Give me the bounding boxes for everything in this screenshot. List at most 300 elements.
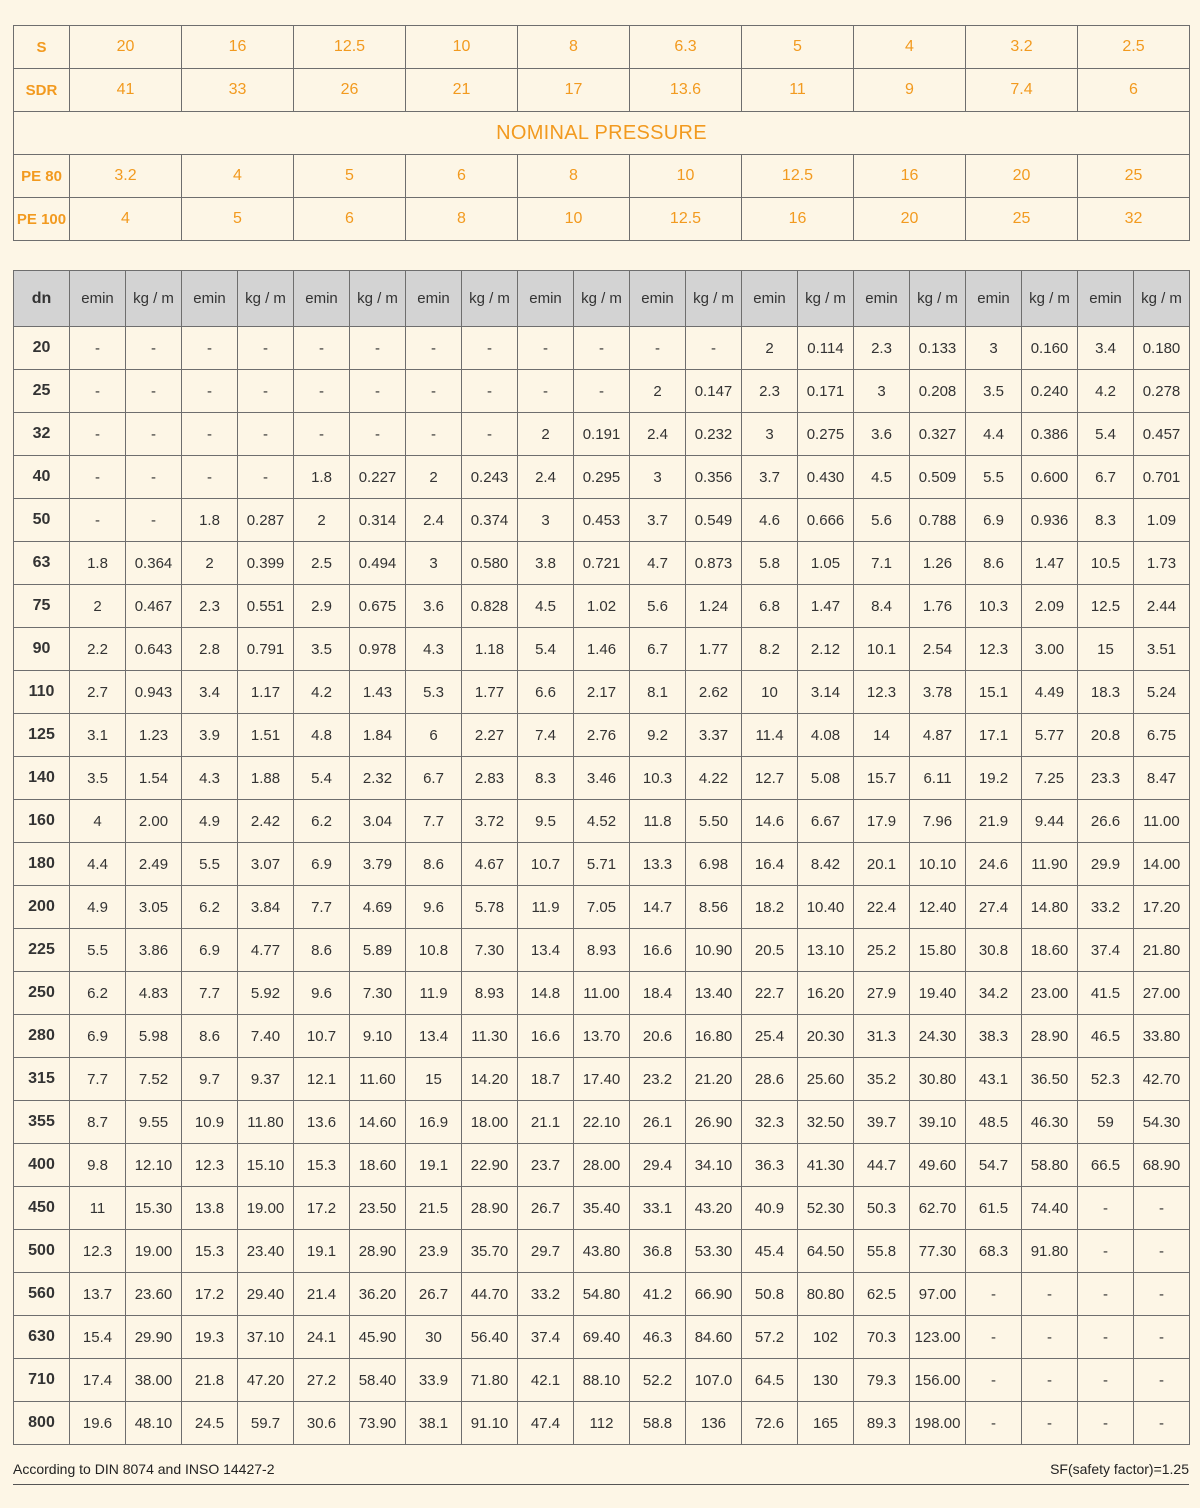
emin-cell: 31.3 — [854, 1015, 910, 1058]
emin-cell: 9.6 — [294, 972, 350, 1015]
kg-per-m-cell: 30.80 — [910, 1058, 966, 1101]
emin-cell: 27.4 — [966, 886, 1022, 929]
emin-cell: 50.3 — [854, 1187, 910, 1230]
emin-cell: 5.6 — [630, 585, 686, 628]
kg-per-m-cell: 3.04 — [350, 800, 406, 843]
emin-cell: 12.3 — [966, 628, 1022, 671]
emin-cell: - — [1078, 1273, 1134, 1316]
emin-cell: 15.7 — [854, 757, 910, 800]
kg-per-m-cell: 66.90 — [686, 1273, 742, 1316]
emin-cell: 11.4 — [742, 714, 798, 757]
kg-per-m-cell: 32.50 — [798, 1101, 854, 1144]
emin-cell: 89.3 — [854, 1402, 910, 1445]
pe100-row-value: 5 — [182, 198, 294, 241]
emin-cell: 26.7 — [406, 1273, 462, 1316]
kg-per-m-cell: 112 — [574, 1402, 630, 1445]
emin-cell: 29.4 — [630, 1144, 686, 1187]
pe100-row-value: 20 — [854, 198, 966, 241]
emin-cell: 2 — [182, 542, 238, 585]
kg-per-m-cell: 0.467 — [126, 585, 182, 628]
dn-cell: 20 — [14, 327, 70, 370]
kg-per-m-cell: 24.30 — [910, 1015, 966, 1058]
emin-header: emin — [966, 271, 1022, 327]
kg-per-m-cell: 0.828 — [462, 585, 518, 628]
kg-per-m-cell: 8.93 — [462, 972, 518, 1015]
kg-per-m-cell: 2.12 — [798, 628, 854, 671]
emin-cell: 12.7 — [742, 757, 798, 800]
emin-cell: 2.3 — [854, 327, 910, 370]
dn-cell: 315 — [14, 1058, 70, 1101]
dn-cell: 50 — [14, 499, 70, 542]
kg-per-m-cell: 0.721 — [574, 542, 630, 585]
kg-per-m-cell: 1.09 — [1134, 499, 1190, 542]
kg-per-m-cell: 0.208 — [910, 370, 966, 413]
emin-header: emin — [1078, 271, 1134, 327]
kg-per-m-header: kg / m — [462, 271, 518, 327]
emin-cell: - — [294, 413, 350, 456]
sdr-row-value: 9 — [854, 69, 966, 112]
emin-cell: 19.1 — [294, 1230, 350, 1273]
kg-per-m-cell: 3.84 — [238, 886, 294, 929]
emin-cell: 3 — [406, 542, 462, 585]
kg-per-m-cell: 8.56 — [686, 886, 742, 929]
emin-cell: 19.1 — [406, 1144, 462, 1187]
kg-per-m-cell: 9.10 — [350, 1015, 406, 1058]
emin-cell: 2 — [630, 370, 686, 413]
kg-per-m-header: kg / m — [350, 271, 406, 327]
emin-cell: 11.9 — [406, 972, 462, 1015]
emin-cell: 6.2 — [182, 886, 238, 929]
kg-per-m-cell: 0.549 — [686, 499, 742, 542]
emin-cell: - — [1078, 1316, 1134, 1359]
emin-header: emin — [70, 271, 126, 327]
kg-per-m-header: kg / m — [238, 271, 294, 327]
kg-per-m-cell: 97.00 — [910, 1273, 966, 1316]
kg-per-m-cell: 2.42 — [238, 800, 294, 843]
kg-per-m-cell: - — [1134, 1402, 1190, 1445]
emin-cell: - — [182, 413, 238, 456]
kg-per-m-cell: 11.00 — [1134, 800, 1190, 843]
emin-cell: 2 — [518, 413, 574, 456]
emin-cell: 13.8 — [182, 1187, 238, 1230]
kg-per-m-cell: 9.55 — [126, 1101, 182, 1144]
emin-cell: 26.1 — [630, 1101, 686, 1144]
kg-per-m-cell: 0.399 — [238, 542, 294, 585]
emin-cell: 52.2 — [630, 1359, 686, 1402]
table-row — [14, 456, 1190, 499]
emin-cell: 26.6 — [1078, 800, 1134, 843]
kg-per-m-cell: 1.47 — [798, 585, 854, 628]
kg-per-m-cell: 33.80 — [1134, 1015, 1190, 1058]
emin-cell: 29.9 — [1078, 843, 1134, 886]
emin-cell: 14.6 — [742, 800, 798, 843]
emin-cell: 12.3 — [70, 1230, 126, 1273]
kg-per-m-cell: 4.67 — [462, 843, 518, 886]
emin-cell: 15.1 — [966, 671, 1022, 714]
pe100-row-value: 12.5 — [630, 198, 742, 241]
kg-per-m-cell: 0.374 — [462, 499, 518, 542]
kg-per-m-cell: 14.80 — [1022, 886, 1078, 929]
emin-cell: 1.8 — [294, 456, 350, 499]
kg-per-m-cell: 3.51 — [1134, 628, 1190, 671]
kg-per-m-cell: - — [574, 327, 630, 370]
kg-per-m-cell: - — [1022, 1402, 1078, 1445]
kg-per-m-cell: 26.90 — [686, 1101, 742, 1144]
kg-per-m-cell: 1.88 — [238, 757, 294, 800]
emin-cell: 3.4 — [1078, 327, 1134, 370]
kg-per-m-cell: 2.49 — [126, 843, 182, 886]
emin-cell: - — [406, 327, 462, 370]
dn-cell: 630 — [14, 1316, 70, 1359]
kg-per-m-cell: 0.114 — [798, 327, 854, 370]
pe100-row-value: 6 — [294, 198, 406, 241]
emin-cell: 14.8 — [518, 972, 574, 1015]
emin-cell: 17.2 — [294, 1187, 350, 1230]
kg-per-m-cell: 71.80 — [462, 1359, 518, 1402]
kg-per-m-cell: - — [462, 413, 518, 456]
emin-cell: 21.9 — [966, 800, 1022, 843]
table-row — [14, 1359, 1190, 1402]
emin-cell: 8.4 — [854, 585, 910, 628]
kg-per-m-cell: 9.37 — [238, 1058, 294, 1101]
emin-cell: - — [294, 327, 350, 370]
emin-cell: 2 — [70, 585, 126, 628]
emin-cell: 30.8 — [966, 929, 1022, 972]
sdr-row — [14, 69, 1190, 112]
emin-cell: 2 — [294, 499, 350, 542]
kg-per-m-cell: 2.54 — [910, 628, 966, 671]
kg-per-m-cell: 68.90 — [1134, 1144, 1190, 1187]
dn-cell: 75 — [14, 585, 70, 628]
kg-per-m-cell: 7.96 — [910, 800, 966, 843]
emin-cell: 32.3 — [742, 1101, 798, 1144]
emin-cell: 21.1 — [518, 1101, 574, 1144]
kg-per-m-header: kg / m — [910, 271, 966, 327]
kg-per-m-cell: 0.666 — [798, 499, 854, 542]
emin-cell: 20.6 — [630, 1015, 686, 1058]
emin-cell: 6.9 — [70, 1015, 126, 1058]
kg-per-m-cell: 7.52 — [126, 1058, 182, 1101]
footer-divider — [13, 1484, 1189, 1485]
kg-per-m-cell: 28.90 — [462, 1187, 518, 1230]
kg-per-m-cell: 11.00 — [574, 972, 630, 1015]
kg-per-m-cell: 0.386 — [1022, 413, 1078, 456]
kg-per-m-cell: 1.84 — [350, 714, 406, 757]
sdr-row-value: 13.6 — [630, 69, 742, 112]
kg-per-m-cell: 1.77 — [462, 671, 518, 714]
dn-cell: 180 — [14, 843, 70, 886]
sdr-row-value: 33 — [182, 69, 294, 112]
kg-per-m-cell: 29.90 — [126, 1316, 182, 1359]
kg-per-m-cell: - — [1022, 1359, 1078, 1402]
kg-per-m-cell: 0.171 — [798, 370, 854, 413]
kg-per-m-cell: 47.20 — [238, 1359, 294, 1402]
kg-per-m-cell: 8.93 — [574, 929, 630, 972]
table-row — [14, 413, 1190, 456]
kg-per-m-header: kg / m — [798, 271, 854, 327]
kg-per-m-cell: 15.80 — [910, 929, 966, 972]
emin-cell: 24.1 — [294, 1316, 350, 1359]
emin-cell: 66.5 — [1078, 1144, 1134, 1187]
emin-cell: 2.4 — [630, 413, 686, 456]
kg-per-m-cell: - — [350, 370, 406, 413]
emin-cell: - — [70, 370, 126, 413]
emin-cell: 58.8 — [630, 1402, 686, 1445]
kg-per-m-cell: 3.79 — [350, 843, 406, 886]
kg-per-m-cell: 14.20 — [462, 1058, 518, 1101]
emin-cell: - — [518, 327, 574, 370]
kg-per-m-cell: 4.87 — [910, 714, 966, 757]
kg-per-m-cell: 3.05 — [126, 886, 182, 929]
kg-per-m-cell: 74.40 — [1022, 1187, 1078, 1230]
emin-cell: 43.1 — [966, 1058, 1022, 1101]
emin-cell: 4.6 — [742, 499, 798, 542]
kg-per-m-cell: 4.49 — [1022, 671, 1078, 714]
s-row-value: 20 — [70, 26, 182, 69]
dn-cell: 140 — [14, 757, 70, 800]
kg-per-m-cell: 0.494 — [350, 542, 406, 585]
kg-per-m-cell: 6.75 — [1134, 714, 1190, 757]
emin-cell: 33.2 — [518, 1273, 574, 1316]
nominal-pressure-row — [14, 112, 1190, 155]
kg-per-m-cell: - — [462, 327, 518, 370]
kg-per-m-cell: 9.44 — [1022, 800, 1078, 843]
kg-per-m-cell: - — [126, 327, 182, 370]
kg-per-m-cell: 19.00 — [126, 1230, 182, 1273]
kg-per-m-cell: 1.47 — [1022, 542, 1078, 585]
emin-cell: 19.6 — [70, 1402, 126, 1445]
emin-cell: - — [966, 1316, 1022, 1359]
emin-cell: 16.6 — [630, 929, 686, 972]
kg-per-m-cell: 102 — [798, 1316, 854, 1359]
emin-cell: 6.6 — [518, 671, 574, 714]
kg-per-m-cell: 80.80 — [798, 1273, 854, 1316]
emin-cell: 33.1 — [630, 1187, 686, 1230]
table-row — [14, 542, 1190, 585]
kg-per-m-cell: - — [350, 327, 406, 370]
emin-header: emin — [406, 271, 462, 327]
emin-cell: 36.8 — [630, 1230, 686, 1273]
emin-cell: 37.4 — [1078, 929, 1134, 972]
pe100-row-label: PE 100 — [14, 198, 70, 241]
emin-cell: 10.3 — [966, 585, 1022, 628]
pe80-row-value: 3.2 — [70, 155, 182, 198]
kg-per-m-cell: 5.89 — [350, 929, 406, 972]
kg-per-m-cell: 198.00 — [910, 1402, 966, 1445]
emin-cell: 38.3 — [966, 1015, 1022, 1058]
kg-per-m-cell: 7.05 — [574, 886, 630, 929]
emin-cell: 8.3 — [1078, 499, 1134, 542]
emin-cell: 38.1 — [406, 1402, 462, 1445]
emin-cell: 22.4 — [854, 886, 910, 929]
kg-per-m-cell: 46.30 — [1022, 1101, 1078, 1144]
kg-per-m-cell: 16.80 — [686, 1015, 742, 1058]
dn-cell: 250 — [14, 972, 70, 1015]
emin-cell: 3.9 — [182, 714, 238, 757]
kg-per-m-cell: 19.40 — [910, 972, 966, 1015]
emin-header: emin — [630, 271, 686, 327]
kg-per-m-cell: 1.54 — [126, 757, 182, 800]
emin-cell: 6.9 — [294, 843, 350, 886]
emin-cell: 7.7 — [406, 800, 462, 843]
kg-per-m-cell: 0.147 — [686, 370, 742, 413]
emin-cell: - — [1078, 1187, 1134, 1230]
emin-cell: 8.7 — [70, 1101, 126, 1144]
kg-per-m-cell: 23.00 — [1022, 972, 1078, 1015]
kg-per-m-cell: - — [238, 456, 294, 499]
kg-per-m-cell: 2.32 — [350, 757, 406, 800]
kg-per-m-cell: 77.30 — [910, 1230, 966, 1273]
kg-per-m-cell: 84.60 — [686, 1316, 742, 1359]
emin-cell: 8.1 — [630, 671, 686, 714]
emin-cell: 6.2 — [70, 972, 126, 1015]
kg-per-m-cell: 4.77 — [238, 929, 294, 972]
emin-cell: 18.2 — [742, 886, 798, 929]
s-row-value: 3.2 — [966, 26, 1078, 69]
emin-cell: 8.2 — [742, 628, 798, 671]
nominal-pressure-table — [13, 25, 1190, 241]
sdr-row-label: SDR — [14, 69, 70, 112]
kg-per-m-cell: 37.10 — [238, 1316, 294, 1359]
emin-cell: - — [182, 327, 238, 370]
kg-per-m-cell: 2.09 — [1022, 585, 1078, 628]
s-row-value: 16 — [182, 26, 294, 69]
emin-cell: 3.5 — [70, 757, 126, 800]
kg-per-m-cell: 14.00 — [1134, 843, 1190, 886]
emin-cell: - — [966, 1402, 1022, 1445]
kg-per-m-cell: 19.00 — [238, 1187, 294, 1230]
pe80-row-value: 20 — [966, 155, 1078, 198]
sdr-row-value: 41 — [70, 69, 182, 112]
emin-cell: 27.2 — [294, 1359, 350, 1402]
kg-per-m-cell: 1.02 — [574, 585, 630, 628]
kg-per-m-cell: 52.30 — [798, 1187, 854, 1230]
kg-per-m-cell: 56.40 — [462, 1316, 518, 1359]
kg-per-m-cell: 45.90 — [350, 1316, 406, 1359]
kg-per-m-header: kg / m — [1022, 271, 1078, 327]
kg-per-m-cell: 21.80 — [1134, 929, 1190, 972]
pe100-row-value: 32 — [1078, 198, 1190, 241]
emin-cell: 13.4 — [406, 1015, 462, 1058]
dn-cell: 450 — [14, 1187, 70, 1230]
emin-cell: 1.8 — [182, 499, 238, 542]
kg-per-m-cell: - — [126, 370, 182, 413]
emin-cell: 3 — [854, 370, 910, 413]
emin-cell: 48.5 — [966, 1101, 1022, 1144]
kg-per-m-cell: 28.90 — [1022, 1015, 1078, 1058]
kg-per-m-cell: - — [1134, 1316, 1190, 1359]
emin-cell: 2.5 — [294, 542, 350, 585]
kg-per-m-cell: - — [238, 327, 294, 370]
kg-per-m-cell: 3.78 — [910, 671, 966, 714]
emin-cell: 5.6 — [854, 499, 910, 542]
kg-per-m-cell: 1.18 — [462, 628, 518, 671]
emin-cell: 46.5 — [1078, 1015, 1134, 1058]
kg-per-m-cell: 7.40 — [238, 1015, 294, 1058]
emin-cell: 14 — [854, 714, 910, 757]
s-row-value: 12.5 — [294, 26, 406, 69]
kg-per-m-cell: 0.191 — [574, 413, 630, 456]
emin-cell: 9.7 — [182, 1058, 238, 1101]
kg-per-m-cell: 28.90 — [350, 1230, 406, 1273]
kg-per-m-cell: 6.67 — [798, 800, 854, 843]
kg-per-m-cell: - — [1134, 1359, 1190, 1402]
emin-cell: 72.6 — [742, 1402, 798, 1445]
kg-per-m-cell: 35.70 — [462, 1230, 518, 1273]
kg-per-m-cell: 1.17 — [238, 671, 294, 714]
kg-per-m-cell: 1.73 — [1134, 542, 1190, 585]
kg-per-m-cell: 69.40 — [574, 1316, 630, 1359]
kg-per-m-cell: 2.17 — [574, 671, 630, 714]
emin-cell: 68.3 — [966, 1230, 1022, 1273]
kg-per-m-cell: 62.70 — [910, 1187, 966, 1230]
emin-cell: 7.7 — [182, 972, 238, 1015]
emin-cell: 33.9 — [406, 1359, 462, 1402]
sdr-row-value: 11 — [742, 69, 854, 112]
kg-per-m-cell: 0.227 — [350, 456, 406, 499]
emin-cell: 4.4 — [70, 843, 126, 886]
kg-per-m-cell: 73.90 — [350, 1402, 406, 1445]
kg-per-m-cell: 7.30 — [350, 972, 406, 1015]
emin-cell: 6.2 — [294, 800, 350, 843]
kg-per-m-cell: 6.98 — [686, 843, 742, 886]
kg-per-m-cell: 17.20 — [1134, 886, 1190, 929]
emin-cell: 36.3 — [742, 1144, 798, 1187]
emin-cell: 3 — [518, 499, 574, 542]
table-row — [14, 1144, 1190, 1187]
emin-cell: 3.8 — [518, 542, 574, 585]
emin-cell: 30 — [406, 1316, 462, 1359]
table-row — [14, 1230, 1190, 1273]
kg-per-m-cell: 0.278 — [1134, 370, 1190, 413]
emin-cell: - — [70, 327, 126, 370]
pe100-row-value: 8 — [406, 198, 518, 241]
kg-per-m-cell: 5.78 — [462, 886, 518, 929]
kg-per-m-cell: 13.40 — [686, 972, 742, 1015]
kg-per-m-cell: 64.50 — [798, 1230, 854, 1273]
emin-cell: 3.6 — [854, 413, 910, 456]
emin-cell: 23.7 — [518, 1144, 574, 1187]
emin-cell: 28.6 — [742, 1058, 798, 1101]
dn-cell: 110 — [14, 671, 70, 714]
kg-per-m-cell: 23.50 — [350, 1187, 406, 1230]
emin-cell: 37.4 — [518, 1316, 574, 1359]
emin-cell: 10.9 — [182, 1101, 238, 1144]
pe100-row-value: 10 — [518, 198, 630, 241]
table-row — [14, 1316, 1190, 1359]
kg-per-m-cell: - — [126, 499, 182, 542]
kg-per-m-cell: - — [126, 413, 182, 456]
emin-cell: 4.9 — [182, 800, 238, 843]
emin-cell: 10.5 — [1078, 542, 1134, 585]
kg-per-m-cell: 3.07 — [238, 843, 294, 886]
emin-cell: 3 — [966, 327, 1022, 370]
kg-per-m-cell: 10.10 — [910, 843, 966, 886]
kg-per-m-cell: 18.00 — [462, 1101, 518, 1144]
s-row-value: 10 — [406, 26, 518, 69]
kg-per-m-cell: 18.60 — [1022, 929, 1078, 972]
emin-cell: 21.4 — [294, 1273, 350, 1316]
kg-per-m-cell: 28.00 — [574, 1144, 630, 1187]
emin-cell: 3.4 — [182, 671, 238, 714]
kg-per-m-cell: 7.30 — [462, 929, 518, 972]
table-row — [14, 886, 1190, 929]
pe80-row-value: 4 — [182, 155, 294, 198]
emin-cell: 21.8 — [182, 1359, 238, 1402]
dn-cell: 225 — [14, 929, 70, 972]
emin-cell: 11.9 — [518, 886, 574, 929]
emin-cell: 6.7 — [406, 757, 462, 800]
